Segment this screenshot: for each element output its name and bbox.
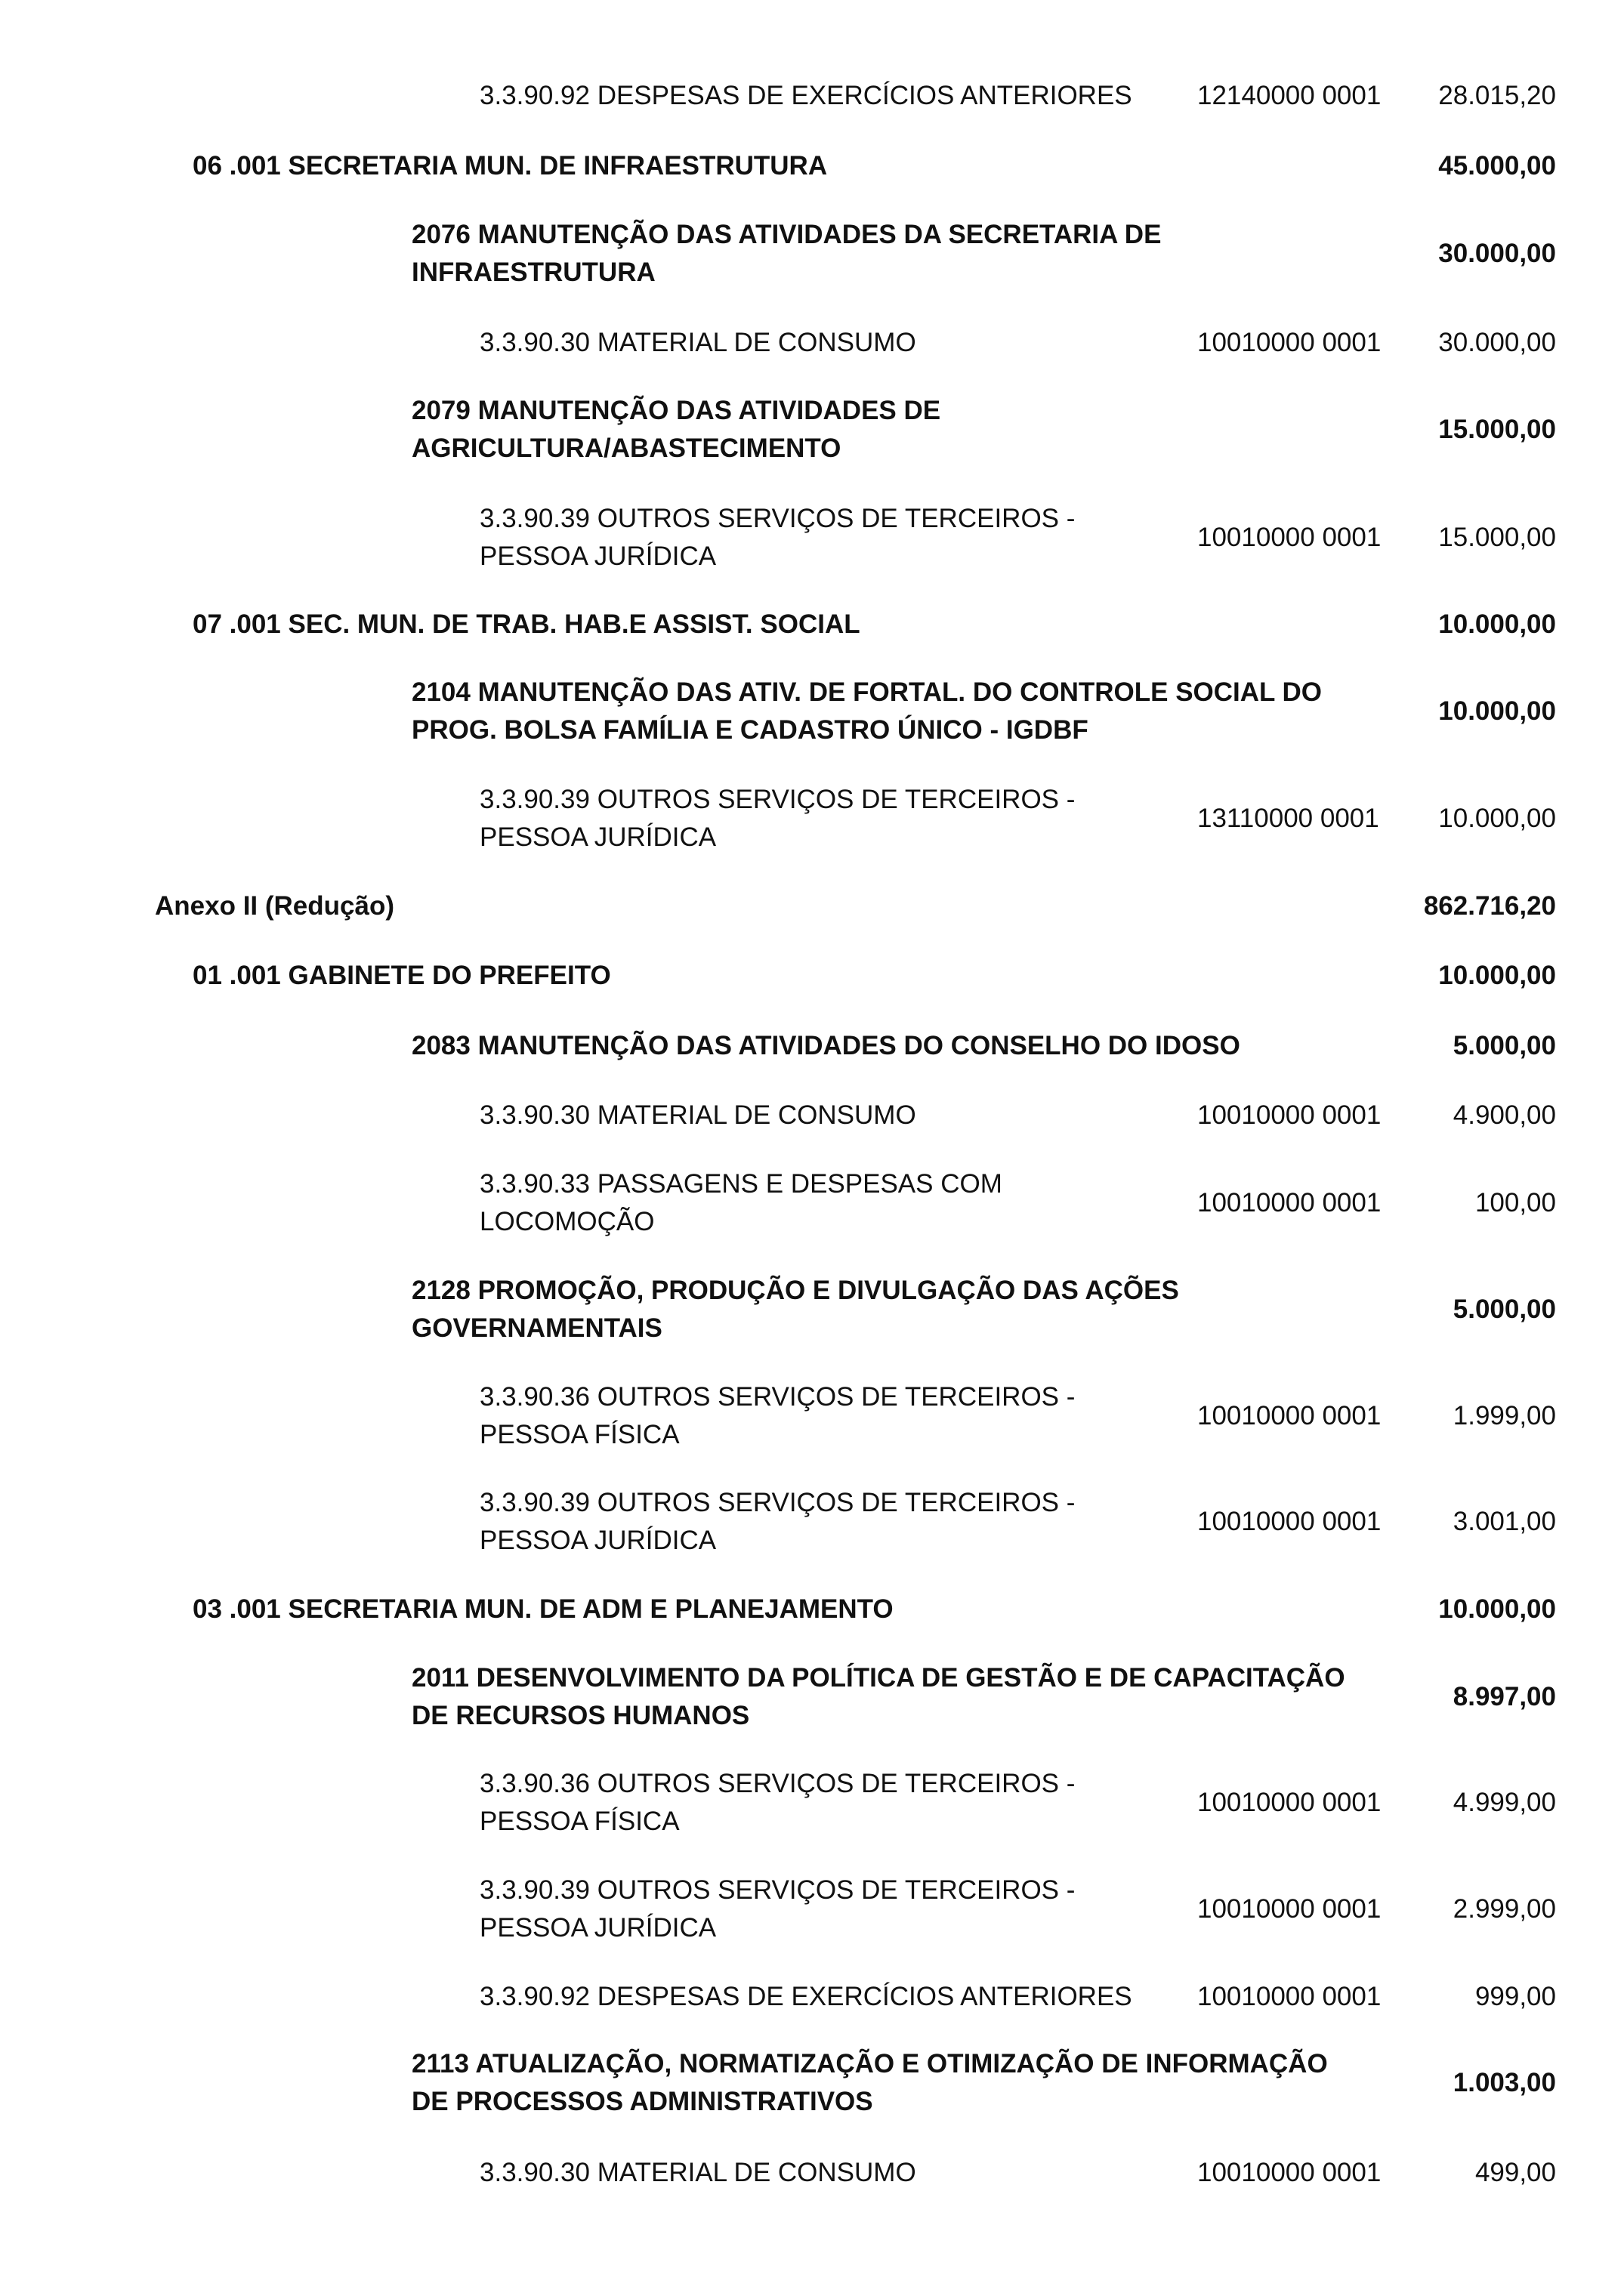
action-title-line-1: 2104 MANUTENÇÃO DAS ATIV. DE FORTAL. DO CONTROLE SOCIAL DO: [412, 677, 1323, 707]
action-title: 2083 MANUTENÇÃO DAS ATIVIDADES DO CONSELHO DO IDOSO: [412, 1031, 1240, 1060]
action-title-line-2: INFRAESTRUTURA: [412, 258, 656, 287]
amount: 8.997,00: [1453, 1682, 1556, 1711]
organization-unit: 06 .001 SECRETARIA MUN. DE INFRAESTRUTURA: [193, 151, 828, 181]
action-title-line-1: 2076 MANUTENÇÃO DAS ATIVIDADES DA SECRETARIA DE: [412, 220, 1162, 249]
organization-unit: 07 .001 SEC. MUN. DE TRAB. HAB.E ASSIST. SOCIAL: [193, 609, 860, 639]
amount: 15.000,00: [1438, 415, 1556, 444]
amount: 10.000,00: [1438, 696, 1556, 726]
action-title-line-1: 2113 ATUALIZAÇÃO, NORMATIZAÇÃO E OTIMIZAÇÃO DE INFORMAÇÃO: [412, 2049, 1328, 2078]
amount: 5.000,00: [1453, 1031, 1556, 1060]
amount: 10.000,00: [1438, 609, 1556, 639]
expense-element-description-line-2: PESSOA JURÍDICA: [480, 822, 717, 852]
amount: 28.015,20: [1438, 81, 1556, 110]
expense-element-description-line-2: LOCOMOÇÃO: [480, 1207, 655, 1236]
amount: 4.999,00: [1453, 1788, 1556, 1817]
funding-source: 10010000 0001: [1197, 328, 1382, 357]
expense-element-description-line-2: PESSOA FÍSICA: [480, 1807, 680, 1836]
funding-source: 10010000 0001: [1197, 1982, 1382, 2011]
amount: 862.716,20: [1423, 891, 1556, 921]
expense-element-description-line-1: 3.3.90.39 OUTROS SERVIÇOS DE TERCEIROS -: [480, 1488, 1076, 1517]
funding-source: 10010000 0001: [1197, 523, 1382, 552]
amount: 4.900,00: [1453, 1100, 1556, 1130]
expense-element-description-line-2: PESSOA JURÍDICA: [480, 1913, 717, 1943]
action-title-line-2: DE RECURSOS HUMANOS: [412, 1701, 750, 1730]
expense-element-description-line-2: PESSOA FÍSICA: [480, 1420, 680, 1449]
amount: 1.003,00: [1453, 2068, 1556, 2097]
expense-element-description-line-1: 3.3.90.39 OUTROS SERVIÇOS DE TERCEIROS -: [480, 1875, 1076, 1905]
amount: 1.999,00: [1453, 1401, 1556, 1430]
funding-source: 10010000 0001: [1197, 2158, 1382, 2187]
expense-element-description: 3.3.90.30 MATERIAL DE CONSUMO: [480, 2158, 916, 2187]
amount: 45.000,00: [1438, 151, 1556, 181]
funding-source: 10010000 0001: [1197, 1894, 1382, 1924]
amount: 15.000,00: [1438, 523, 1556, 552]
expense-element-description: 3.3.90.92 DESPESAS DE EXERCÍCIOS ANTERIORES: [480, 81, 1132, 110]
expense-element-description: 3.3.90.30 MATERIAL DE CONSUMO: [480, 1100, 916, 1130]
amount: 5.000,00: [1453, 1295, 1556, 1324]
amount: 999,00: [1474, 1982, 1556, 2011]
action-title-line-2: PROG. BOLSA FAMÍLIA E CADASTRO ÚNICO - IGDBF: [412, 715, 1088, 745]
expense-element-description-line-2: PESSOA JURÍDICA: [480, 1526, 717, 1555]
expense-element-description-line-1: 3.3.90.36 OUTROS SERVIÇOS DE TERCEIROS -: [480, 1769, 1076, 1798]
amount: 10.000,00: [1438, 1594, 1556, 1624]
action-title-line-2: DE PROCESSOS ADMINISTRATIVOS: [412, 2087, 873, 2116]
expense-element-description-line-1: 3.3.90.33 PASSAGENS E DESPESAS COM: [480, 1169, 1002, 1199]
expense-element-description-line-1: 3.3.90.39 OUTROS SERVIÇOS DE TERCEIROS -: [480, 504, 1076, 533]
action-title-line-2: GOVERNAMENTAIS: [412, 1313, 662, 1343]
organization-unit: 01 .001 GABINETE DO PREFEITO: [193, 961, 611, 990]
amount: 10.000,00: [1438, 804, 1556, 833]
action-title-line-2: AGRICULTURA/ABASTECIMENTO: [412, 434, 841, 463]
action-title-line-1: 2128 PROMOÇÃO, PRODUÇÃO E DIVULGAÇÃO DAS AÇÕES: [412, 1276, 1179, 1305]
expense-element-description-line-1: 3.3.90.36 OUTROS SERVIÇOS DE TERCEIROS -: [480, 1382, 1076, 1412]
funding-source: 10010000 0001: [1197, 1401, 1382, 1430]
amount: 2.999,00: [1453, 1894, 1556, 1924]
action-title-line-1: 2011 DESENVOLVIMENTO DA POLÍTICA DE GESTÃO E DE CAPACITAÇÃO: [412, 1663, 1345, 1693]
expense-element-description: 3.3.90.30 MATERIAL DE CONSUMO: [480, 328, 916, 357]
amount: 30.000,00: [1438, 328, 1556, 357]
expense-element-description-line-1: 3.3.90.39 OUTROS SERVIÇOS DE TERCEIROS -: [480, 785, 1076, 814]
expense-element-description-line-2: PESSOA JURÍDICA: [480, 542, 717, 571]
funding-source: 13110000 0001: [1197, 804, 1379, 833]
funding-source: 10010000 0001: [1197, 1100, 1382, 1130]
funding-source: 10010000 0001: [1197, 1507, 1382, 1536]
amount: 10.000,00: [1438, 961, 1556, 990]
amount: 499,00: [1474, 2158, 1556, 2187]
amount: 30.000,00: [1438, 239, 1556, 268]
action-title-line-1: 2079 MANUTENÇÃO DAS ATIVIDADES DE: [412, 396, 941, 425]
amount: 100,00: [1474, 1188, 1556, 1217]
annex-heading: Anexo II (Redução): [155, 891, 394, 921]
organization-unit: 03 .001 SECRETARIA MUN. DE ADM E PLANEJAMENTO: [193, 1594, 894, 1624]
funding-source: 10010000 0001: [1197, 1788, 1382, 1817]
funding-source: 12140000 0001: [1197, 81, 1382, 110]
expense-element-description: 3.3.90.92 DESPESAS DE EXERCÍCIOS ANTERIORES: [480, 1982, 1132, 2011]
amount: 3.001,00: [1453, 1507, 1556, 1536]
funding-source: 10010000 0001: [1197, 1188, 1382, 1217]
